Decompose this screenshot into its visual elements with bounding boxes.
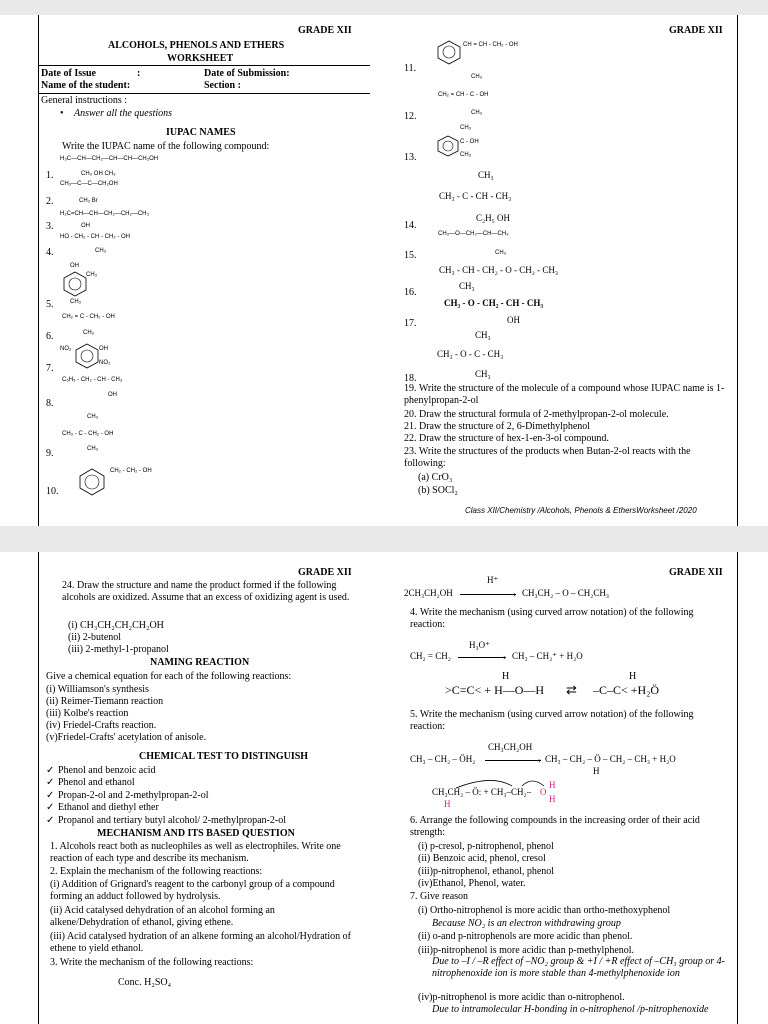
item-number-12: 12. bbox=[404, 111, 417, 122]
mechanism-question-1: 1. Alcohols react both as nucleophiles as well as electrophiles. Write one reaction of each type and describe its mechanism. bbox=[50, 841, 341, 864]
formula-9-chain: CH₃ - C - CH₂ - OH bbox=[62, 431, 114, 437]
item-number-5: 5. bbox=[46, 299, 54, 310]
naming-reaction-2: (ii) Reimer-Tiemann reaction bbox=[46, 696, 164, 707]
question-24-i: (i) CH₃CH₂CH₂CH₂OH bbox=[68, 620, 164, 631]
question-23-a: (a) CrO₃ bbox=[418, 472, 453, 483]
grade-label-left: GRADE XII bbox=[298, 25, 352, 36]
check-icon: ✓ bbox=[46, 802, 55, 813]
formula-14-chain: CH₃ - C - CH - CH₃ bbox=[439, 191, 512, 201]
formula-5-oh: OH bbox=[70, 263, 79, 269]
item-number-1: 1. bbox=[46, 170, 54, 181]
formula-5-methyl-side: CH₃ bbox=[86, 272, 98, 278]
reaction-1-product: CH₃CH₂ – O – CH₂CH₃ bbox=[522, 588, 610, 598]
naming-reaction-heading: NAMING REACTION bbox=[150, 657, 250, 668]
chemical-test-heading: CHEMICAL TEST TO DISTINGUISH bbox=[139, 751, 309, 762]
reaction-2-reactant: CH₂ = CH₂ bbox=[410, 651, 451, 661]
naming-reaction-intro: Give a chemical equation for each of the following reactions: bbox=[46, 671, 292, 682]
reaction-4-product: CH₃ – CH₂ – Ö – CH₂ – CH₃ + H₂O bbox=[545, 754, 676, 764]
item-number-17: 17. bbox=[404, 318, 417, 329]
reaction-3-hydrogen-top-right: H bbox=[629, 671, 637, 682]
chemical-test-4: Ethanol and diethyl ether bbox=[58, 802, 159, 813]
chemical-test-5: Propanol and tertiary butyl alcohol/ 2-methylpropan-2-ol bbox=[58, 815, 286, 826]
date-of-issue-label: Date of Issue bbox=[41, 68, 96, 79]
question-20: 20. Draw the structural formula of 2-methylpropan-2-ol molecule. bbox=[404, 409, 669, 420]
formula-17-substituent: OH bbox=[507, 315, 520, 325]
question-19: 19. Write the structure of the molecule of a compound whose IUPAC name is 1-phenylpropan-2-ol bbox=[404, 383, 725, 406]
check-icon: ✓ bbox=[46, 777, 55, 788]
arrow-head: › bbox=[513, 589, 516, 599]
question-22: 22. Draw the structure of hex-1-en-3-ol compound. bbox=[404, 433, 609, 444]
chemical-test-3: Propan-2-ol and 2-methylpropan-2-ol bbox=[58, 790, 209, 801]
formula-3-chain: H₂C=CH—CH—CH₂—CH₂—CH₃ bbox=[60, 211, 149, 217]
item-number-16: 16. bbox=[404, 287, 417, 298]
formula-6-chain: CH₂ = C - CH₂ - OH bbox=[62, 314, 115, 320]
formula-1-substituents: CH₃ OH CH₃ bbox=[81, 171, 116, 177]
formula-8-substituent: OH bbox=[108, 392, 117, 398]
formula-12-top: CH₃ bbox=[471, 74, 483, 80]
formula-5-methyl-bottom: CH₃ bbox=[70, 299, 82, 305]
mechanism-heading: MECHANISM AND ITS BASED QUESTION bbox=[97, 828, 295, 839]
formula-5-benzene-ring bbox=[62, 270, 88, 298]
reaction-5-oxygen: O bbox=[540, 787, 547, 797]
formula-9-bottom: CH₃ bbox=[87, 446, 99, 452]
naming-reaction-3: (iii) Kolbe's reaction bbox=[46, 708, 129, 719]
formula-11-benzene-ring bbox=[436, 39, 462, 65]
arrow-head: › bbox=[503, 652, 506, 662]
naming-reaction-1: (i) Williamson's synthesis bbox=[46, 684, 149, 695]
question-24-iii: (iii) 2-methyl-1-propanol bbox=[68, 644, 169, 655]
question-23-b: (b) SOCl₂ bbox=[418, 485, 458, 496]
formula-8-chain: C₆H₅ - CH₂ - CH - CH₃ bbox=[62, 377, 123, 383]
reaction-2-product: CH₃ – CH₂⁺ + H₂O bbox=[512, 651, 583, 661]
mechanism-question-6-ii: (ii) Benzoic acid, phenol, cresol bbox=[418, 853, 546, 864]
formula-18-chain: CH₃ - O - C - CH₃ bbox=[437, 349, 504, 359]
mechanism-question-6-i: (i) p-cresol, p-nitrophenol, phenol bbox=[418, 841, 554, 852]
mechanism-question-6: 6. Arrange the following compounds in the increasing order of their acid strength: bbox=[410, 815, 700, 838]
formula-4-substituent: CH₃ bbox=[95, 248, 107, 254]
reaction-4-reactant: CH₃ – CH₂ – ÖH₂ bbox=[410, 754, 476, 764]
question-23: 23. Write the structures of the products when Butan-2-ol reacts with the following: bbox=[404, 446, 691, 469]
arrow-head: › bbox=[538, 755, 541, 765]
formula-7-oh: OH bbox=[99, 346, 108, 352]
reaction-3-hydrogen-top: H bbox=[502, 671, 510, 682]
mechanism-question-6-iv: (iv)Ethanol, Phenol, water. bbox=[418, 878, 526, 889]
reaction-5-hydrogen-lower: H bbox=[549, 794, 556, 804]
reaction-5-hydrogen-upper: H bbox=[549, 780, 556, 790]
formula-2-chain: CH₃—C—C—CH₂OH bbox=[60, 181, 118, 187]
worksheet-title: ALCOHOLS, PHENOLS AND ETHERS bbox=[108, 40, 285, 51]
question-21: 21. Draw the structure of 2, 6-Dimethylphenol bbox=[404, 421, 591, 432]
formula-13-benzene-ring bbox=[436, 134, 460, 158]
formula-13-top: CH₃ bbox=[460, 125, 472, 131]
formula-2-substituents: CH₃ Br bbox=[79, 198, 98, 204]
curved-arrow-icon bbox=[452, 774, 552, 790]
item-number-9: 9. bbox=[46, 448, 54, 459]
formula-16-substituent: CH₃ bbox=[459, 281, 475, 291]
date-of-submission-label: Date of Submission: bbox=[204, 68, 290, 79]
formula-11-chain: CH = CH - CH₂ - OH bbox=[463, 42, 518, 48]
worksheet-page-2 bbox=[0, 552, 768, 1024]
formula-1-chain: H₃C—CH—CH₂—CH—CH—CH₂OH bbox=[60, 156, 159, 162]
item-number-4: 4. bbox=[46, 247, 54, 258]
formula-7-nitro-right: NO₂ bbox=[99, 360, 111, 366]
reaction-5-reactants: CH₃CH₂ – Ö: + CH₃–CH₂– bbox=[432, 787, 532, 797]
formula-12-chain: CH₂ = CH - C - OH bbox=[438, 92, 489, 98]
formula-7-nitro-left: NO₂ bbox=[60, 346, 72, 352]
reaction-5-hydrogen-left: H bbox=[444, 799, 451, 809]
general-instructions: General instructions : bbox=[41, 95, 128, 106]
iupac-instruction: Write the IUPAC name of the following compound: bbox=[62, 141, 270, 152]
formula-17-chain: CH₃ - O - CH₂ - CH - CH₃ bbox=[444, 298, 544, 308]
reaction-4-arrow bbox=[485, 760, 541, 761]
equilibrium-arrow: ⇄ bbox=[566, 682, 577, 697]
mechanism-question-5: 5. Write the mechanism (using curved arrow notation) of the following reaction: bbox=[410, 709, 694, 732]
bullet: • bbox=[60, 108, 64, 119]
mechanism-answer-7-iv: Due to intramolecular H-bonding in o-nitrophenol /p-nitrophenoxide bbox=[432, 1004, 709, 1015]
formula-4-chain: HO - CH₂ - CH - CH₂ - OH bbox=[60, 234, 130, 240]
check-icon: ✓ bbox=[46, 765, 55, 776]
mechanism-question-2-ii: (ii) Acid catalysed dehydration of an alcohol forming an alkene/Dehydration of ethanol, giving ethene. bbox=[50, 905, 275, 928]
grade-label-right: GRADE XII bbox=[669, 567, 723, 578]
formula-3-substituent: OH bbox=[81, 223, 90, 229]
page-border-left bbox=[38, 15, 39, 526]
reaction-2-arrow bbox=[458, 657, 506, 658]
reaction-1-reactant: 2CH₃CH₂OH bbox=[404, 588, 453, 598]
item-number-10: 10. bbox=[46, 486, 59, 497]
mechanism-question-3: 3. Write the mechanism of the following reactions: bbox=[50, 957, 254, 968]
mechanism-question-6-iii: (iii)p-nitrophenol, ethanol, phenol bbox=[418, 866, 555, 877]
formula-14-top: CH₃ bbox=[478, 170, 494, 180]
item-number-3: 3. bbox=[46, 221, 54, 232]
question-24-ii: (ii) 2-butenol bbox=[68, 632, 122, 643]
formula-12-bottom: CH₃ bbox=[471, 110, 483, 116]
page-border-right bbox=[737, 15, 738, 526]
reaction-1-catalyst: H⁺ bbox=[487, 575, 499, 585]
header-rule-top bbox=[38, 65, 370, 66]
reaction-2-catalyst: H₃O⁺ bbox=[469, 640, 490, 650]
reaction-3-products: –C–C< +H₂Ö bbox=[593, 683, 660, 697]
formula-13-center: C - OH bbox=[460, 139, 479, 145]
student-name-label: Name of the student: bbox=[41, 80, 131, 91]
item-number-11: 11. bbox=[404, 63, 417, 74]
formula-13-bottom: CH₃ bbox=[460, 152, 472, 158]
worksheet-page-1 bbox=[0, 15, 768, 526]
item-number-2: 2. bbox=[46, 196, 54, 207]
grade-label-left: GRADE XII bbox=[298, 567, 352, 578]
mechanism-answer-7-iii: Due to –I / –R effect of –NO₂ group & +I / +R effect of –CH₃ group or 4-nitrophenoxide ion is more stable than 4-methylphenoxide ion bbox=[432, 956, 726, 979]
formula-15-substituent: CH₃ bbox=[495, 250, 507, 256]
reaction-4-catalyst: CH₃CH₂OH bbox=[488, 742, 533, 752]
item-number-6: 6. bbox=[46, 331, 54, 342]
mechanism-question-7-ii: (ii) o-and p-nitrophenols are more acidic than phenol. bbox=[418, 931, 633, 942]
section-label: Section : bbox=[204, 80, 241, 91]
mechanism-question-7-iii: (iii)p-nitrophenol is more acidic than p-methylphenol. bbox=[418, 945, 635, 956]
chemical-test-2: Phenol and ethanol bbox=[58, 777, 135, 788]
mechanism-question-2: 2. Explain the mechanism of the following reactions: bbox=[50, 866, 263, 877]
answer-all-instruction: Answer all the questions bbox=[74, 108, 173, 119]
item-number-15: 15. bbox=[404, 250, 417, 261]
formula-6-substituent: CH₃ bbox=[83, 330, 95, 336]
chemical-test-1: Phenol and benzoic acid bbox=[58, 765, 156, 776]
mechanism-question-7-iv: (iv)p-nitrophenol is more acidic than o-nitrophenol. bbox=[418, 992, 625, 1003]
page-border-left bbox=[38, 552, 39, 1024]
page-footer: Class XII/Chemistry /Alcohols, Phenols & EthersWorksheet /2020 bbox=[465, 506, 697, 515]
question-24: 24. Draw the structure and name the product formed if the following alcohols are oxidized. Assume that an excess of oxidizing agent is used. bbox=[62, 580, 350, 603]
mechanism-question-2-iii: (iii) Acid catalysed hydration of an alkene forming an alcohol/Hydration of ethene to yield ethanol. bbox=[50, 931, 352, 954]
naming-reaction-4: (iv) Friedel-Crafts reaction. bbox=[46, 720, 157, 731]
formula-18-top: CH₃ bbox=[475, 330, 491, 340]
grade-label-right: GRADE XII bbox=[669, 25, 723, 36]
formula-14-bottom: C₂H₅ OH bbox=[476, 213, 511, 223]
formula-10-chain: CH₂ - CH₂ - OH bbox=[110, 468, 152, 474]
reaction-4-hydrogen: H bbox=[593, 766, 600, 776]
item-number-8: 8. bbox=[46, 398, 54, 409]
formula-10-benzene-ring bbox=[78, 467, 106, 497]
worksheet-subtitle: WORKSHEET bbox=[167, 53, 234, 64]
mechanism-question-7-i: (i) Ortho-nitrophenol is more acidic than ortho-methoxyphenol bbox=[418, 905, 671, 916]
formula-7-benzene-ring bbox=[74, 342, 100, 370]
header-rule-bottom bbox=[38, 93, 370, 94]
formula-18-bottom: CH₃ bbox=[475, 369, 491, 379]
item-number-13: 13. bbox=[404, 152, 417, 163]
issue-colon: : bbox=[137, 68, 141, 79]
reaction-3-reactants: >C=C< + H—O—H bbox=[445, 683, 545, 697]
naming-reaction-5: (v)Friedel-Crafts' acetylation of anisole. bbox=[46, 732, 207, 743]
formula-15-chain: CH₃—O—CH₂—CH—CH₃ bbox=[438, 231, 509, 237]
check-icon: ✓ bbox=[46, 790, 55, 801]
reaction-3-catalyst: Conc. H₂SO₄ bbox=[118, 977, 172, 988]
page-border-right bbox=[737, 552, 738, 1024]
reaction-1-arrow bbox=[460, 594, 516, 595]
iupac-heading: IUPAC NAMES bbox=[166, 127, 236, 138]
formula-9-top: CH₃ bbox=[87, 414, 99, 420]
item-number-7: 7. bbox=[46, 363, 54, 374]
item-number-14: 14. bbox=[404, 220, 417, 231]
item-number-18: 18. bbox=[404, 373, 417, 384]
mechanism-answer-7-i: Because NO₂ is an electron withdrawing group bbox=[432, 918, 621, 929]
formula-16-chain: CH₃ - CH - CH₂ - O - CH₂ - CH₃ bbox=[439, 265, 559, 275]
mechanism-question-7: 7. Give reason bbox=[410, 891, 469, 902]
check-icon: ✓ bbox=[46, 815, 55, 826]
mechanism-question-4: 4. Write the mechanism (using curved arrow notation) of the following reaction: bbox=[410, 607, 694, 630]
mechanism-question-2-i: (i) Addition of Grignard's reagent to the carbonyl group of a compound forming an adduct followed by hydrolysis. bbox=[50, 879, 335, 902]
